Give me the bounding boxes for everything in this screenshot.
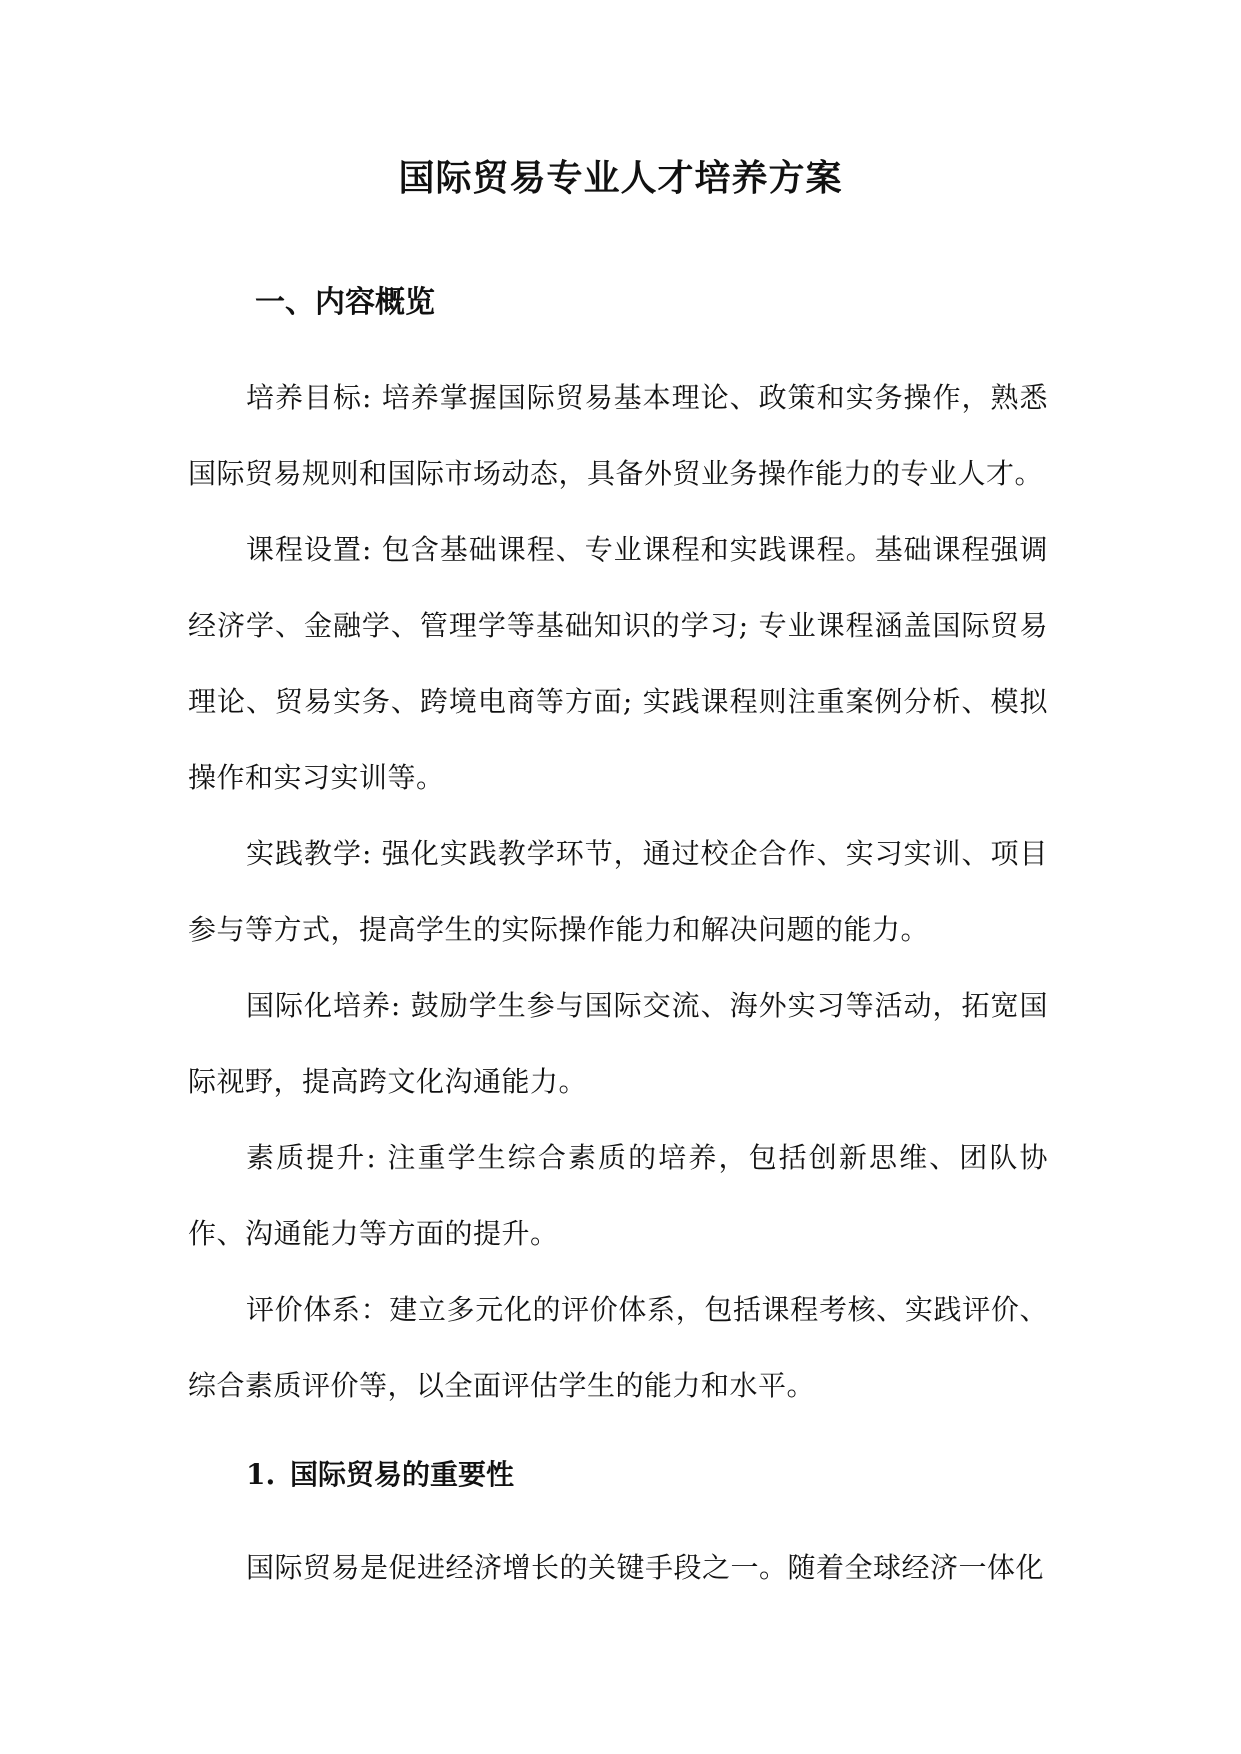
- paragraph-label: 培养目标:: [246, 381, 372, 414]
- paragraph-evaluation-system: [188, 1272, 1048, 1424]
- paragraph-label: 国际化培养:: [246, 989, 401, 1022]
- subsection-body: [188, 1530, 1048, 1606]
- paragraph-practice-teaching: [188, 816, 1048, 968]
- paragraph-quality-improvement: [188, 1120, 1048, 1272]
- paragraph-curriculum: [188, 512, 1048, 816]
- subsection-title: 国际贸易的重要性: [290, 1458, 515, 1491]
- paragraph-label: 实践教学:: [246, 837, 372, 870]
- paragraph-label: 评价体系：: [246, 1293, 390, 1326]
- paragraph-text: 鼓励学生参与国际交流、海外实习等活动，拓宽国际视野，提高跨文化沟通能力。: [188, 989, 1048, 1098]
- paragraph-text: 建立多元化的评价体系，包括课程考核、实践评价、综合素质评价等，以全面评估学生的能力和水平。: [188, 1293, 1048, 1402]
- paragraph-internationalization: [188, 968, 1048, 1120]
- paragraph-label: 素质提升:: [246, 1141, 377, 1174]
- paragraph-training-goal: [188, 360, 1048, 512]
- section-heading-overview: 一、内容概览: [255, 285, 435, 320]
- subsection-number: 1.: [246, 1458, 276, 1491]
- paragraph-text: 培养掌握国际贸易基本理论、政策和实务操作，熟悉国际贸易规则和国际市场动态，具备外贸业务操作能力的专业人才。: [188, 381, 1049, 490]
- section-body: [188, 360, 1048, 1424]
- paragraph-label: 课程设置:: [246, 533, 372, 566]
- document-title: 国际贸易专业人才培养方案: [398, 157, 843, 199]
- subsection-heading: [246, 1450, 514, 1500]
- paragraph-text: 包含基础课程、专业课程和实践课程。基础课程强调经济学、金融学、管理学等基础知识的学习; 专业课程涵盖国际贸易理论、贸易实务、跨境电商等方面; 实践课程则注重案例分析、模拟操作和实习实训等。: [188, 533, 1049, 794]
- paragraph-importance: 国际贸易是促进经济增长的关键手段之一。随着全球经济一体化: [246, 1551, 1045, 1584]
- paragraph-text: 注重学生综合素质的培养，包括创新思维、团队协作、沟通能力等方面的提升。: [188, 1141, 1048, 1250]
- paragraph-text: 强化实践教学环节，通过校企合作、实习实训、项目参与等方式，提高学生的实际操作能力和解决问题的能力。: [188, 837, 1049, 946]
